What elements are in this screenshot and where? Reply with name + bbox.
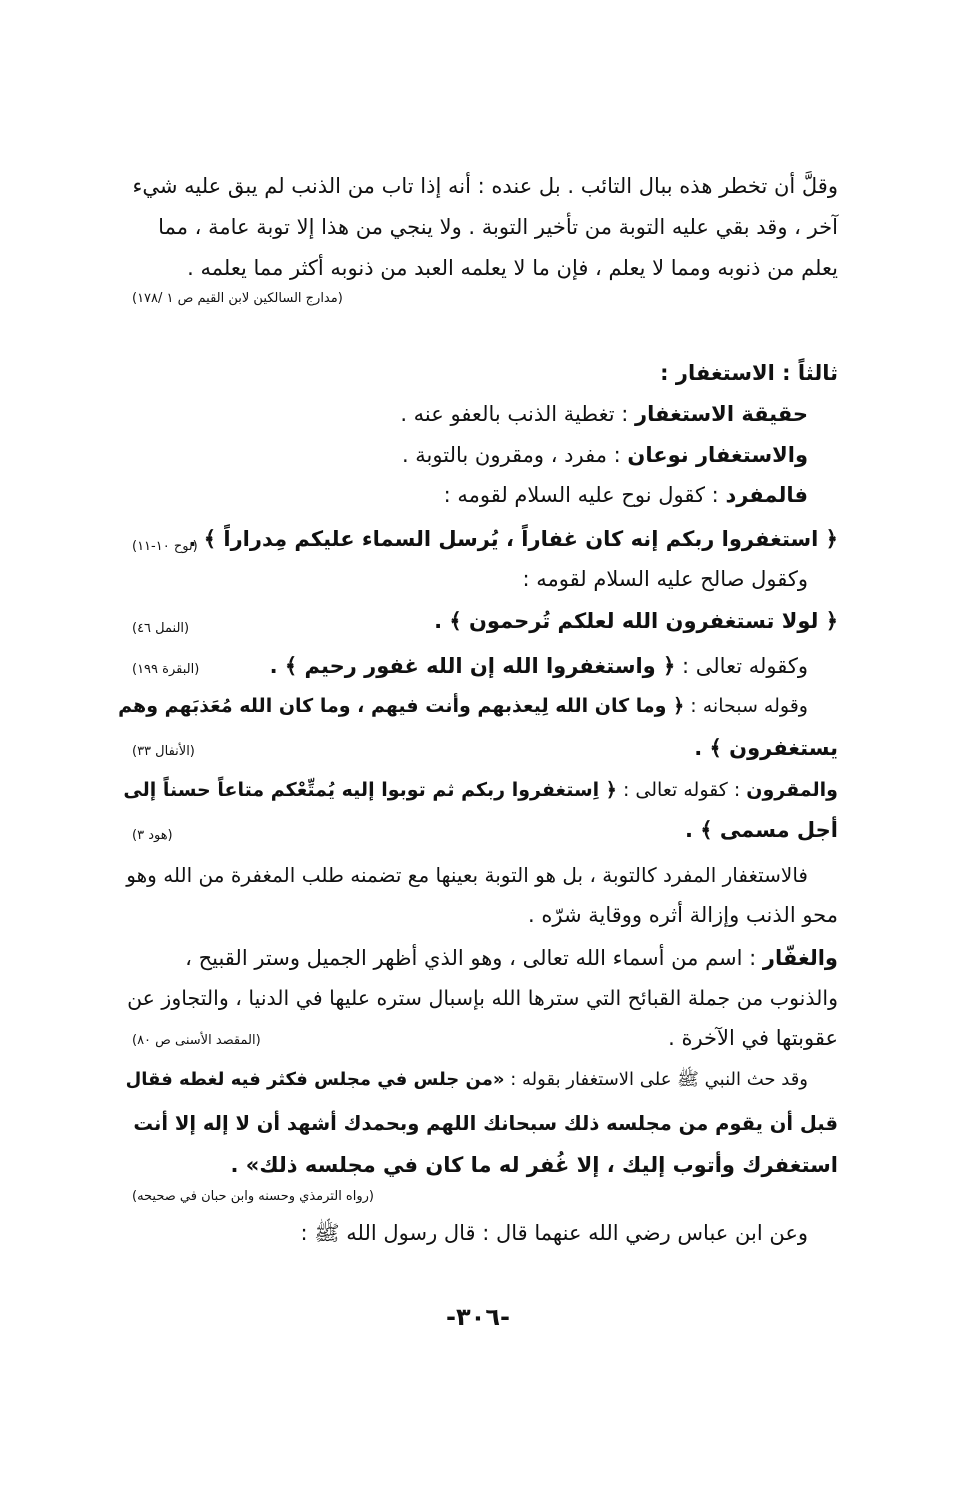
quran-verse: ﴿ واستغفروا الله إن الله غفور رحيم ﴾ .: [269, 654, 676, 678]
page-number: -٣٠٦-: [446, 1303, 510, 1331]
citation: (البقرة ١٩٩): [132, 662, 200, 677]
paragraph-line: آخر ، وقد بقي عليه التوبة من تأخير التوبة . ولا ينجي من هذا إلا توبة عامة ، مما: [158, 215, 838, 239]
verse-line: [270, 648, 808, 684]
citation: (هود ٣): [132, 828, 173, 843]
quran-verse: أجل مسمى ﴾ .: [685, 818, 838, 842]
verse-intro: وكقوله تعالى :: [675, 654, 808, 678]
verse-line: [123, 772, 838, 808]
definition-text: : كقول نوح عليه السلام لقومه :: [443, 483, 726, 507]
hadith-intro: وقد حث النبي ﷺ على الاستغفار بقوله :: [504, 1069, 808, 1090]
citation: (رواه الترمذي وحسنه وابن حبان في صحيحه): [132, 1189, 374, 1204]
definition-term: حقيقة الاستغفار: [635, 402, 808, 426]
section-heading: ثالثاً : الاستغفار :: [660, 361, 838, 385]
definition-term: والاستغفار نوعان: [627, 443, 808, 467]
citation: (نوح ١٠-١١): [132, 539, 198, 554]
definition-text: : اسم من أسماء الله تعالى ، وهو الذي أظهر الجميل وستر القبيح ،: [185, 946, 763, 970]
citation: (الأنفال ٣٣): [132, 744, 195, 759]
definition-term: والغفّار: [762, 946, 838, 970]
definition-term: والمقرون: [746, 779, 838, 801]
definition-line: [444, 477, 808, 513]
quran-verse: ﴿ وما كان الله لِيعذبهم وأنت فيهم ، وما كان الله مُعَذبَهم وهم: [118, 695, 685, 717]
citation: (مدارج السالكين لابن القيم ص ١ /١٧٨): [132, 291, 343, 306]
paragraph-line: فالاستغفار المفرد كالتوبة ، بل هو التوبة بعينها مع تضمنه طلب المغفرة من الله وهو: [126, 863, 808, 887]
hadith-line: [126, 1062, 808, 1098]
hadith-text: قبل أن يقوم من مجلسه ذلك سبحانك اللهم وبحمدك أشهد أن لا إله إلا أنت: [133, 1112, 838, 1135]
paragraph-line: عقوبتها في الآخرة .: [668, 1026, 838, 1050]
quran-verse: ﴿ اِستغفروا ربكم ثم توبوا إليه يُمتِّعْكم متاعاً حسناً إلى: [123, 779, 617, 801]
hadith-text: «من جلس في مجلس فكثر فيه لغطه فقال: [125, 1069, 505, 1090]
paragraph-line: وقلَّ أن تخطر هذه ببال التائب . بل عنده : أنه إذا تاب من الذنب لم يبق عليه شيء: [132, 174, 838, 198]
paragraph-line: [185, 940, 838, 976]
verse-intro: : كقوله تعالى :: [616, 779, 747, 801]
definition-line: [400, 396, 808, 432]
paragraph-line: وكقول صالح عليه السلام لقومه :: [522, 567, 808, 591]
definition-term: فالمفرد: [725, 483, 808, 507]
definition-text: : مفرد ، ومقرون بالتوبة .: [401, 443, 628, 467]
paragraph-line: يعلم من ذنوبه ومما لا يعلم ، فإن ما لا يعلمه العبد من ذنوبه أكثر مما يعلمه .: [187, 256, 838, 280]
quran-verse: يستغفرون ﴾ .: [694, 736, 838, 760]
definition-text: : تغطية الذنب بالعفو عنه .: [400, 402, 636, 426]
citation: (النمل ٤٦): [132, 621, 190, 636]
verse-intro: وقوله سبحانه :: [684, 695, 808, 717]
quran-verse: ﴿ استغفروا ربكم إنه كان غفاراً ، يُرسل السماء عليكم مِدراراً ﴾ .: [188, 527, 838, 551]
citation: (المقصد الأسنى ص ٨٠): [132, 1033, 261, 1048]
hadith-text: استغفرك وأتوب إليك ، إلا غُفر له ما كان في مجلسه ذلك» .: [230, 1153, 838, 1177]
paragraph-line: محو الذنب وإزالة أثره ووقاية شرّه .: [528, 903, 838, 927]
paragraph-line: وعن ابن عباس رضي الله عنهما قال : قال رسول الله ﷺ :: [300, 1221, 808, 1245]
quran-verse: ﴿ لولا تستغفرون الله لعلكم تُرحمون ﴾ .: [434, 609, 838, 633]
verse-line: [118, 688, 808, 724]
paragraph-line: والذنوب من جملة القبائح التي سترها الله بإسبال ستره عليها في الدنيا ، والتجاوز عن: [127, 986, 838, 1010]
definition-line: [402, 437, 808, 473]
